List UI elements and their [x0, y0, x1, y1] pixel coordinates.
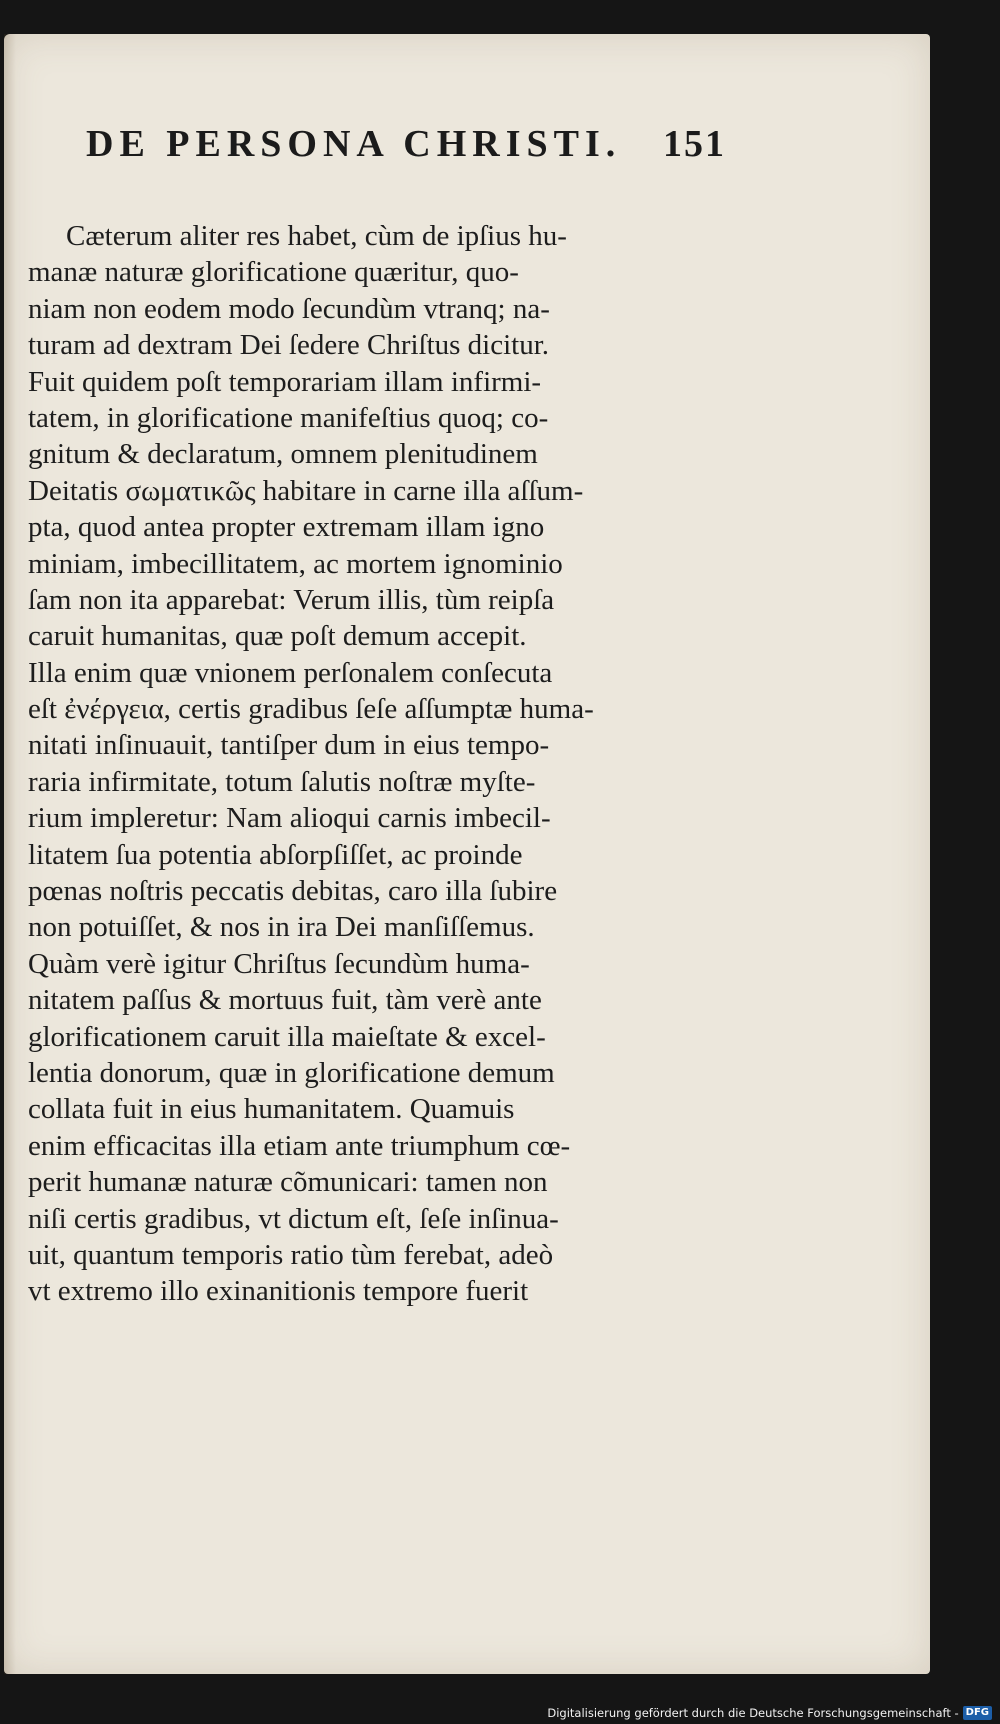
text-line: manæ naturæ glorificatione quæritur, quo-	[28, 256, 519, 289]
text-line: pœnas noſtris peccatis debitas, caro illa ſubire	[28, 875, 558, 908]
text-line: raria infirmitate, totum ſalutis noſtræ myſte-	[28, 765, 536, 798]
text-line: Deitatis σωματικῶς habitare in carne illa aſſum-	[28, 474, 584, 507]
text-line: perit humanæ naturæ cõmunicari: tamen non	[28, 1166, 548, 1199]
text-line: eſt ἐνέργεια, certis gradibus ſeſe aſſumptæ huma-	[28, 693, 594, 726]
text-line: turam ad dextram Dei ſedere Chriſtus dicitur.	[28, 329, 550, 362]
text-line: niam non eodem modo ſecundùm vtranq; na-	[28, 292, 550, 325]
text-line: lentia donorum, quæ in glorificatione demum	[28, 1056, 555, 1089]
text-line: pta, quod antea propter extremam illam igno	[28, 511, 545, 544]
page-number: 151	[663, 123, 726, 165]
text-line: vt extremo illo exinanitionis tempore fuerit	[28, 1275, 529, 1308]
book-page	[4, 34, 930, 1674]
text-line: uit, quantum temporis ratio tùm ferebat, adeò	[28, 1238, 554, 1271]
text-line: Cæterum aliter res habet, cùm de ipſius hu-	[66, 220, 567, 252]
running-title: DE PERSONA CHRISTI.	[86, 123, 622, 165]
text-line: Illa enim quæ vnionem perſonalem conſecuta	[28, 656, 553, 689]
digitization-credit	[547, 1702, 992, 1724]
text-line: tatem, in glorificatione manifeſtius quoq; co-	[28, 401, 549, 434]
text-line: miniam, imbecillitatem, ac mortem ignominio	[28, 547, 563, 580]
text-line: non potuiſſet, & nos in ira Dei manſiſſemus.	[28, 911, 535, 944]
text-line: collata fuit in eius humanitatem. Quamuis	[28, 1093, 515, 1126]
text-line: Fuit quidem poſt temporariam illam infirmi-	[28, 365, 542, 398]
text-line: enim efficacitas illa etiam ante triumphum cœ-	[28, 1129, 571, 1162]
text-line: gnitum & declaratum, omnem plenitudinem	[28, 438, 538, 471]
text-line: caruit humanitas, quæ poſt demum accepit.	[28, 620, 527, 653]
text-line: niſi certis gradibus, vt dictum eſt, ſeſe inſinua-	[28, 1202, 559, 1235]
credit-text: Digitalisierung gefördert durch die Deutsche Forschungsgemeinschaft -	[547, 1706, 959, 1720]
text-line: glorificationem caruit illa maieſtate & excel-	[28, 1020, 546, 1053]
text-line: Quàm verè igitur Chriſtus ſecundùm huma-	[28, 947, 530, 980]
text-line: ſam non ita apparebat: Verum illis, tùm reipſa	[28, 583, 555, 616]
page-gutter-shadow	[4, 34, 16, 1674]
running-head	[86, 122, 726, 192]
text-line: litatem ſua potentia abſorpſiſſet, ac proinde	[28, 838, 523, 871]
text-line: nitati inſinuauit, tantiſper dum in eius tempo-	[28, 729, 550, 762]
dfg-logo: DFG	[963, 1706, 992, 1720]
text-line: rium impleretur: Nam alioqui carnis imbecil-	[28, 802, 551, 835]
text-line: nitatem paſſus & mortuus fuit, tàm verè ante	[28, 984, 542, 1017]
body-text	[28, 218, 708, 1310]
